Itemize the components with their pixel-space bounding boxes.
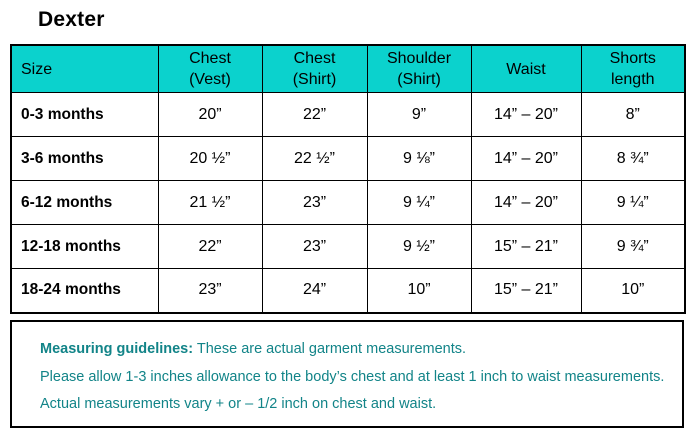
table-header xyxy=(11,45,685,93)
chest-shirt-cell: 23” xyxy=(262,225,367,269)
table-row xyxy=(11,225,685,269)
chest-vest-cell: 20” xyxy=(158,93,262,137)
chest-shirt-cell: 24” xyxy=(262,269,367,313)
header-line: (Shirt) xyxy=(397,71,441,88)
shoulder-shirt-cell: 9 ½” xyxy=(367,225,471,269)
chest-vest-cell: 23” xyxy=(158,269,262,313)
table-body xyxy=(11,93,685,313)
chest-vest-cell: 20 ½” xyxy=(158,137,262,181)
column-header-chest-shirt xyxy=(262,45,367,93)
column-header-waist xyxy=(471,45,581,93)
chest-shirt-cell: 22 ½” xyxy=(262,137,367,181)
shorts-length-cell: 9 ¾” xyxy=(581,225,685,269)
table-row xyxy=(11,93,685,137)
size-cell: 0-3 months xyxy=(11,93,158,137)
column-header-chest-vest xyxy=(158,45,262,93)
guidelines-line-1 xyxy=(40,336,674,364)
guidelines-heading-rest: These are actual garment measurements. xyxy=(193,341,467,357)
chest-shirt-cell: 22” xyxy=(262,93,367,137)
column-header-shorts-length xyxy=(581,45,685,93)
size-cell: 6-12 months xyxy=(11,181,158,225)
header-line: Size xyxy=(21,60,53,78)
page-title: Dexter xyxy=(38,8,105,31)
waist-cell: 14” – 20” xyxy=(471,93,581,137)
table-row xyxy=(11,181,685,225)
table-row xyxy=(11,269,685,313)
chest-vest-cell: 21 ½” xyxy=(158,181,262,225)
header-line: Waist xyxy=(506,60,546,78)
header-line: (Vest) xyxy=(189,71,231,88)
shorts-length-cell: 8 ¾” xyxy=(581,137,685,181)
guidelines-line-2: Please allow 1-3 inches allowance to the body’s chest and at least 1 inch to waist measurements. xyxy=(40,368,665,385)
column-header-shoulder-shirt xyxy=(367,45,471,93)
shorts-length-cell: 10” xyxy=(581,269,685,313)
table-row xyxy=(11,137,685,181)
column-header-size xyxy=(11,45,158,93)
header-line: length xyxy=(610,71,655,88)
shoulder-shirt-cell: 9” xyxy=(367,93,471,137)
size-cell: 18-24 months xyxy=(11,269,158,313)
size-cell: 12-18 months xyxy=(11,225,158,269)
size-chart-table xyxy=(10,44,686,314)
header-line: Shorts xyxy=(609,50,656,67)
shoulder-shirt-cell: 9 ¼” xyxy=(367,181,471,225)
measuring-guidelines-box xyxy=(10,320,684,428)
header-line: Chest xyxy=(293,50,336,67)
header-row xyxy=(11,45,685,93)
chest-vest-cell: 22” xyxy=(158,225,262,269)
waist-cell: 15” – 21” xyxy=(471,225,581,269)
guidelines-heading: Measuring guidelines: xyxy=(40,341,194,357)
chest-shirt-cell: 23” xyxy=(262,181,367,225)
waist-cell: 14” – 20” xyxy=(471,137,581,181)
waist-cell: 15” – 21” xyxy=(471,269,581,313)
shorts-length-cell: 9 ¼” xyxy=(581,181,685,225)
shoulder-shirt-cell: 9 ⅛” xyxy=(367,137,471,181)
header-line: (Shirt) xyxy=(292,71,337,88)
waist-cell: 14” – 20” xyxy=(471,181,581,225)
guidelines-line-3: Actual measurements vary + or – 1/2 inch on chest and waist. xyxy=(40,396,437,412)
size-cell: 3-6 months xyxy=(11,137,158,181)
shorts-length-cell: 8” xyxy=(581,93,685,137)
header-line: Shoulder xyxy=(386,50,452,67)
shoulder-shirt-cell: 10” xyxy=(367,269,471,313)
header-line: Chest xyxy=(189,50,231,67)
